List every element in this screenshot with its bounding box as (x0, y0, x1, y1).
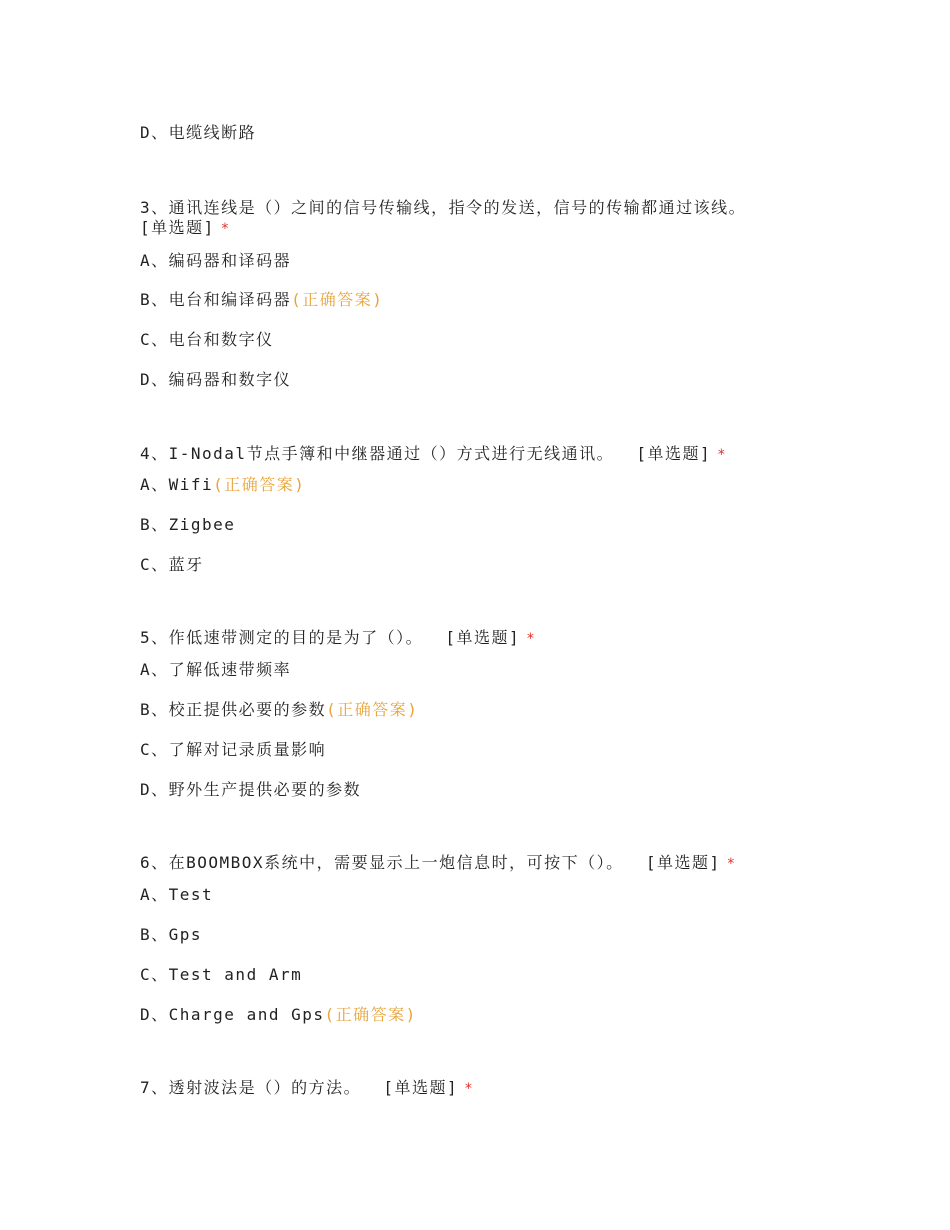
question-5-title (140, 628, 536, 649)
q5-option-a (140, 660, 291, 680)
q6-option-b (140, 925, 202, 945)
option-text: C、蓝牙 (140, 555, 204, 574)
question-4-title (140, 444, 727, 465)
correct-answer-label: (正确答案) (326, 700, 419, 719)
required-star-icon: * (464, 1081, 475, 1097)
required-star-icon: * (726, 856, 737, 872)
option-text: D、野外生产提供必要的参数 (140, 780, 362, 799)
option-text: A、Wifi (140, 475, 214, 494)
question-text: 7、透射波法是（）的方法。 (140, 1078, 362, 1097)
q6-option-c (140, 965, 302, 985)
question-type-tag: [单选题] (636, 444, 712, 463)
option-text: B、电台和编译码器 (140, 290, 292, 309)
correct-answer-label: (正确答案) (213, 475, 306, 494)
q5-option-b (140, 700, 418, 720)
q6-option-d (140, 1005, 417, 1025)
question-text: 5、作低速带测定的目的是为了（）。 (140, 628, 424, 647)
correct-answer-label: (正确答案) (291, 290, 384, 309)
option-text: B、Gps (140, 925, 203, 944)
q3-option-c (140, 330, 274, 350)
question-text: 3、通讯连线是（）之间的信号传输线，指令的发送，信号的传输都通过该线。 (140, 198, 747, 217)
required-star-icon: * (717, 447, 728, 463)
option-text: A、编码器和译码器 (140, 251, 292, 270)
option-text: B、校正提供必要的参数 (140, 700, 327, 719)
option-text: A、了解低速带频率 (140, 660, 292, 679)
question-type-tag: [单选题] (140, 218, 215, 237)
q4-option-c (140, 555, 204, 575)
option-text: C、Test and Arm (140, 965, 303, 984)
question-type-tag: [单选题] (645, 853, 721, 872)
q4-option-a (140, 475, 305, 495)
required-star-icon: * (220, 221, 231, 237)
question-3-title (140, 198, 746, 218)
question-type-tag: [单选题] (445, 628, 521, 647)
q4-option-b (140, 515, 235, 535)
question-text: 6、在BOOMBOX系统中，需要显示上一炮信息时，可按下（）。 (140, 853, 624, 872)
q5-option-c (140, 740, 326, 760)
question-text: 4、I-Nodal节点手簿和中继器通过（）方式进行无线通讯。 (140, 444, 615, 463)
q5-option-d (140, 780, 361, 800)
question-3-meta (140, 218, 231, 239)
option-text: D、编码器和数字仪 (140, 370, 292, 389)
correct-answer-label: (正确答案) (324, 1005, 417, 1024)
option-text: C、电台和数字仪 (140, 330, 274, 349)
option-text: A、Test (140, 885, 214, 904)
required-star-icon: * (526, 631, 537, 647)
q3-option-a (140, 251, 291, 271)
option-text: D、电缆线断路 (140, 123, 257, 142)
q3-option-d (140, 370, 291, 390)
q3-option-b (140, 290, 383, 310)
question-6-title (140, 853, 737, 874)
option-text: B、Zigbee (140, 515, 236, 534)
question-7-title (140, 1078, 474, 1099)
q6-option-a (140, 885, 213, 905)
option-text: C、了解对记录质量影响 (140, 740, 327, 759)
option-text: D、Charge and Gps (140, 1005, 325, 1024)
question-type-tag: [单选题] (383, 1078, 459, 1097)
list-item (140, 123, 256, 143)
